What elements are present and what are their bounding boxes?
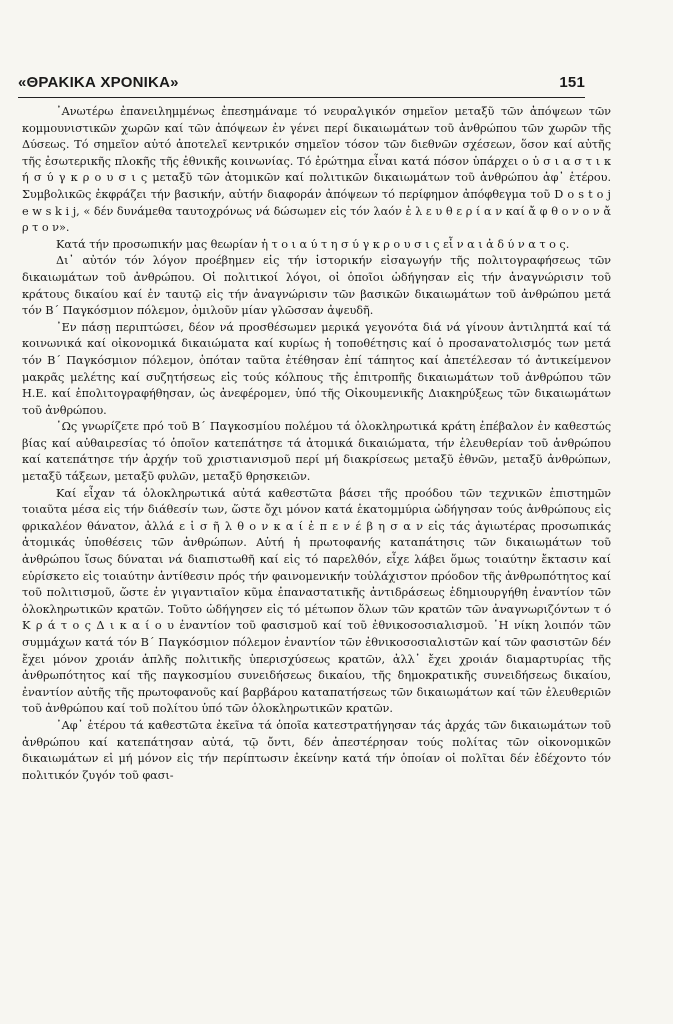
running-header: [18, 74, 585, 91]
paragraph: Καί εἶχαν τά ὁλοκληρωτικά αὐτά καθεστῶτα βάσει τῆς προόδου τῶν τεχνικῶν ἐπιστημῶν τοιαῦτα μέσα εἰς τήν διάθεσίν των, ὥστε ὄχι μόνον κατά ἑκατομμύρια ὡδήγησαν τούς ἀνθρώπους εἰς φρικαλέον θάνατον, ἀλλά ε ἰ σ ῆ λ θ ο ν κ α ί ἐ π ε ν έ β η σ α ν εἰς τάς ἀγιωτέρας προσωπικάς ἀτομικάς ὑποθέσεις τῶν ἀνθρώπων. Αὐτή ἡ πρωτοφανής καταπάτησις τῶν δικαιωμάτων τοῦ ἀνθρώπου ἴσως δύναται νά διαπιστωθῆ καί εἰς τό παρελθόν, εἶχε λάβει ὅμως τοιαύτην ἔκτασιν καί εὑρίσκετο εἰς τοιαύτην ἀντίθεσιν πρός τήν φαινομενικήν τοὐλάχιστον πρόοδον τῆς ἀνθρωπότητος καί τοῦ πολιτισμοῦ, ὥστε ἐν γιγαντιαῖον κῦμα ἐπαναστατικῆς ἀντιδράσεως ἐδημιουργήθη ἐναντίον τῶν ὁλοκληρωτικῶν κρατῶν. Τοῦτο ὡδήγησεν εἰς τό μέτωπον ὅλων τῶν κρατῶν τῶν ἀναγνωριζόντων τ ό Κ ρ ά τ ο ς Δ ι κ α ί ο υ ἐναντίον τοῦ φασισμοῦ καί τοῦ ἐθνικοσοσιαλισμοῦ. ῾Η νίκη λοιπόν τῶν συμμάχων κατά τόν Β΄ Παγκόσμιον πόλεμον ἐναντίον τῶν ἐθνικοσοσιαλιστῶν καί τῶν φασιστῶν δέν ἔχει μόνον χροιάν ἁπλῆς πολιτικῆς ὑπερισχύσεως κρατῶν, ἀλλ᾿ ἔχει χροιάν διαμαρτυρίας τῆς ἀνθρωπότητος καί τῆς παγκοσμίου συνειδήσεως δικαίου, τῆς δημοκρατικῆς συνειδήσεως δικαίου, ἐναντίον αὐτῆς τῆς πρωτοφανοῦς καί βαρβάρου καταπατήσεως τῶν δικαιωμάτων καί τῶν ἐλευθεριῶν τοῦ ἀνθρώπου καί τοῦ πολίτου ὑπό τῶν ὁλοκληρωτικῶν κρατῶν.: [22, 486, 611, 716]
header-rule: [18, 97, 585, 98]
paragraph: ᾿Εν πάσῃ περιπτώσει, δέον νά προσθέσωμεν μερικά γεγονότα διά νά γίνουν ἀντιληπτά καί τά κοινωνικά καί οἰκονομικά δικαιώματα καί κυρίως ἡ τοποθέτησις καί ὁ προσανατολισμός των μετά τόν Β΄ Παγκόσμιον πόλεμον, ὁπόταν ταῦτα ἐτέθησαν ἐπί τάπητος καί ἀπετέλεσαν τό ἀντικείμενον μακρᾶς μελέτης καί συζητήσεως εἰς τούς κόλπους τῆς ἐπιτροπῆς δικαιωμάτων τοῦ ἀνθρώπου τῶν Η.Ε. καί ἐπολιτογραφήθησαν, ὡς ἀνεφέρομεν, ὑπό τῆς Οἰκουμενικῆς Διακηρύξεως τῶν δικαιωμάτων τοῦ ἀνθρώπου.: [22, 320, 611, 417]
paragraph: ᾿Ανωτέρω ἐπανειλημμένως ἐπεσημάναμε τό νευραλγικόν σημεῖον μεταξῦ τῶν ἀπόψεων τῶν κομμουνιστικῶν χωρῶν καί τῶν ἀπόψεων ἐν γένει περί δικαιωμάτων τοῦ ἀνθρώπου τῶν χωρῶν τῆς Δύσεως. Τό σημεῖον αὐτό ἀποτελεῖ κεντρικόν σημεῖον τόσον τῶν διεθνῶν σχέσεων, ὅσον καί αὐτῆς τῆς ἐσωτερικῆς πλοκῆς τῆς ἐθνικῆς κοινωνίας. Τό ἐρώτημα εἶναι κατά πόσον ὑπάρχει ο ὐ σ ι α σ τ ι κ ή σ ύ γ κ ρ ο υ σ ι ς μεταξῦ τῶν ἀτομικῶν καί πολιτικῶν δικαιωμάτων τοῦ ἀνθρώπου ἀφ᾿ ἑτέρου. Συμβολικῶς ἐκφράζει τήν βασικήν, αὐτήν διαφοράν ἀπόψεων τό περίφημον ἀπόφθεγμα τοῦ D o s t o j e w s k i j, « δέν δυνάμεθα ταυτοχρόνως νά δώσωμεν εἰς τόν λαόν ἐ λ ε υ θ ε ρ ί α ν καί ἄ φ θ ο ν ο ν ἄ ρ τ ο ν».: [22, 105, 611, 235]
paragraph: Κατά τήν προσωπικήν μας θεωρίαν ἡ τ ο ι α ύ τ η σ ύ γ κ ρ ο υ σ ι ς εἶ ν α ι ἀ δ ύ ν α τ ο ς.: [56, 237, 570, 251]
paragraph: ᾿Αφ᾿ ἑτέρου τά καθεστῶτα ἐκεῖνα τά ὁποῖα κατεστρατήγησαν τάς ἀρχάς τῶν δικαιωμάτων τοῦ ἀνθρώπου καί κατεπάτησαν αὐτά, τῷ ὄντι, δέν ἀπεστέρησαν τούς πολίτας τῶν οἰκονομικῶν δικαιωμάτων εἰ μή μόνον εἰς τήν περίπτωσιν ἐκείνην κατά τήν ὁποίαν οἱ πολῖται δέν ἐδέχοντο τόν πολιτικόν ζυγόν τοῦ φασι-: [22, 718, 611, 782]
body-text: [22, 104, 611, 784]
journal-title: «ΘΡΑΚΙΚΑ ΧΡΟΝΙΚΑ»: [18, 74, 179, 91]
page-number: 151: [559, 74, 585, 91]
paragraph: ῾Ως γνωρίζετε πρό τοῦ Β΄ Παγκοσμίου πολέμου τά ὁλοκληρωτικά κράτη ἐπέβαλον ἐν καθεστώς βίας καί αὐθαιρεσίας τό ὁποῖον κατεπάτησε τά ἀτομικά δικαιώματα, τήν ἐλευθερίαν τοῦ ἀνθρώπου καί κατεπάτησε τήν ἀρχήν τοῦ χριστιανισμοῦ περί μή διακρίσεως μεταξῦ ἐθνῶν, μεταξῦ ἀνθρώπων, μεταξῦ τάξεων, μεταξῦ φυλῶν, μεταξῦ θρησκειῶν.: [22, 420, 611, 484]
paragraph: Δι᾿ αὐτόν τόν λόγον προέβημεν εἰς τήν ἱστορικήν εἰσαγωγήν τῆς πολιτογραφήσεως τῶν δικαιωμάτων τοῦ ἀνθρώπου. Οἱ πολιτικοί λόγοι, οἱ ὁποῖοι ὡδήγησαν εἰς τήν ἀναγνώρισιν τοῦ κράτους δικαίου καί ἐν ταυτῷ εἰς τήν ἀναγνώρισιν τῶν βασικῶν δικαιωμάτων τοῦ ἀνθρώπου μετά τόν Β΄ Παγκόσμιον πόλεμον, ὁμιλοῦν μίαν γλῶσσαν ἀψευδῆ.: [22, 254, 611, 318]
